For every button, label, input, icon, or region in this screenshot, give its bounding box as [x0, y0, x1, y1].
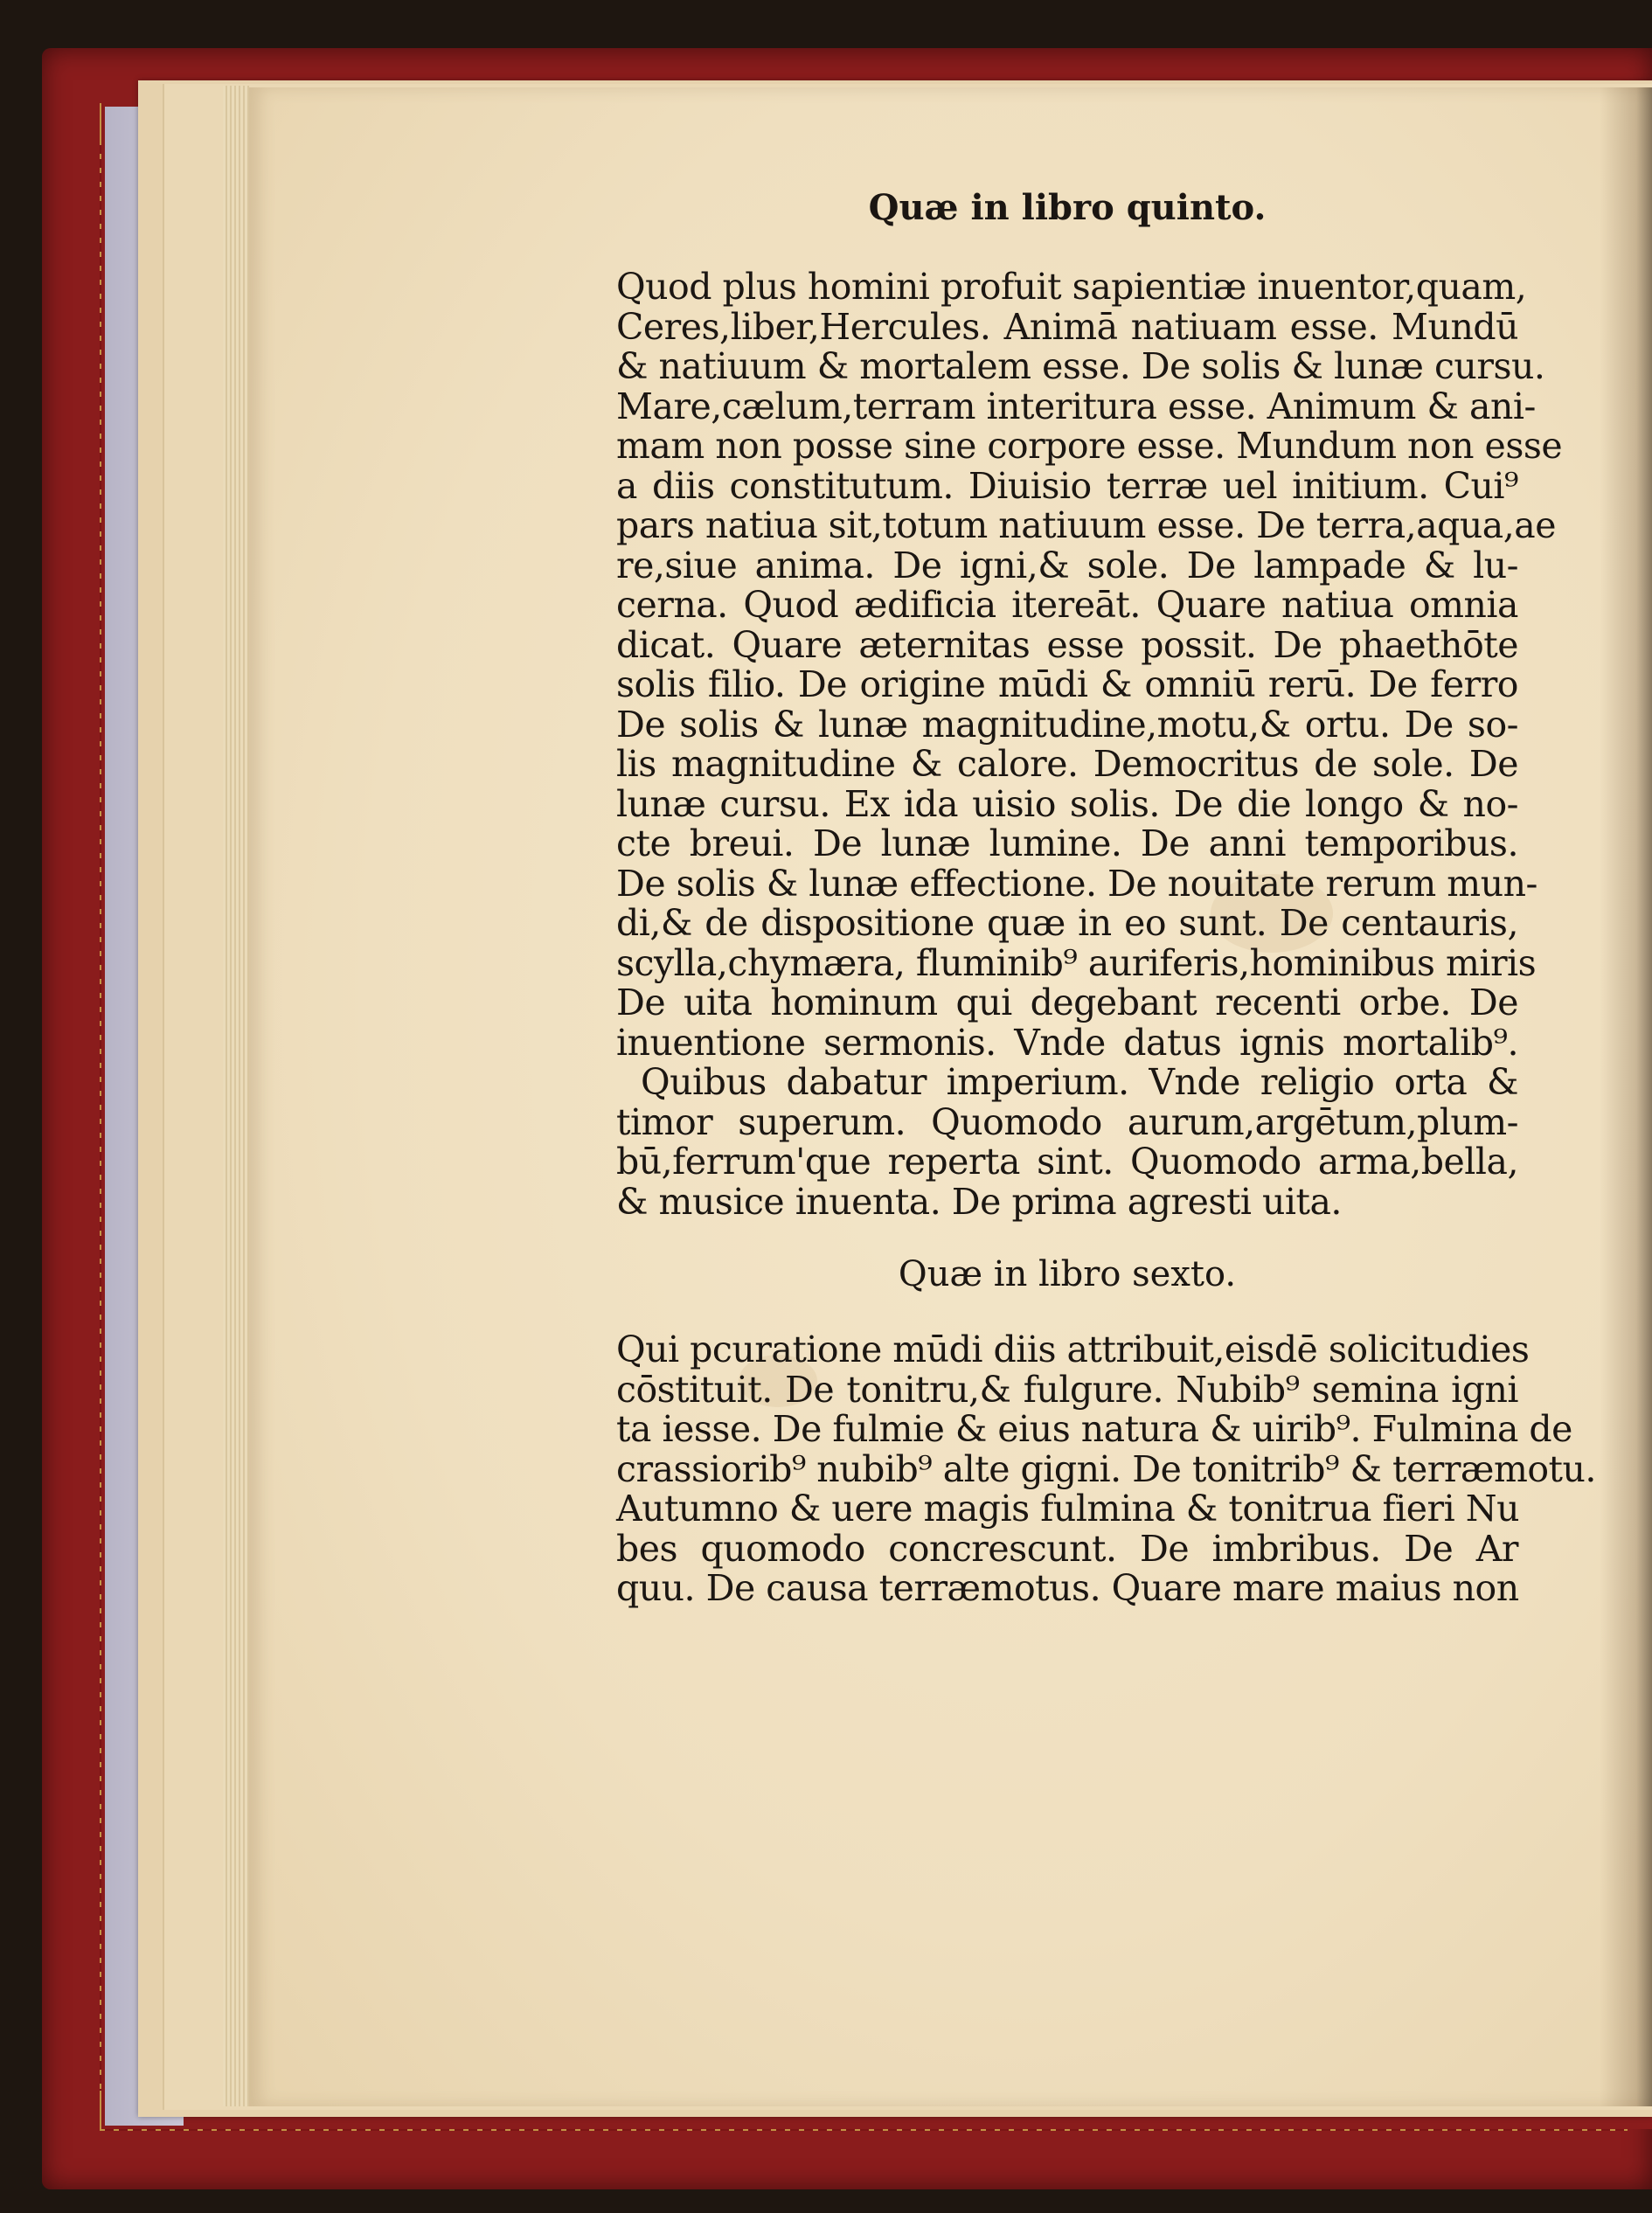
- text-line: re,siue anima. De igni,& sole. De lampade & lu-: [616, 544, 1518, 586]
- text-line: De uita hominum qui degebant recenti orbe. De: [616, 982, 1518, 1023]
- text-line: cerna. Quod ædificia itereāt. Quare natiua omnia: [616, 584, 1518, 626]
- text-line: Quod plus homini profuit sapientiæ inuentor,quam,: [616, 266, 1527, 308]
- text-line: Ceres,liber,Hercules. Animā natiuam esse. Mundū: [616, 305, 1518, 348]
- text-line: inuentione sermonis. Vnde datus ignis mortalib⁹.: [616, 1021, 1518, 1064]
- text-line: lis magnitudine & calore. Democritus de sole. De: [616, 743, 1518, 785]
- gutter-shadow: [1600, 87, 1652, 2106]
- text-line: ta iesse. De fulmie & eius natura & uirib⁹. Fulmina de: [616, 1408, 1572, 1450]
- text-line: crassiorib⁹ nubib⁹ alte gigni. De tonitrib⁹ & terræmotu.: [616, 1447, 1596, 1490]
- text-line: & musice inuenta. De prima agresti uita.: [616, 1180, 1342, 1223]
- text-line: a diis constitutum. Diuisio terræ uel initium. Cui⁹: [616, 464, 1518, 507]
- text-line: solis filio. De origine mūdi & omniū rerū. De ferro: [616, 663, 1518, 705]
- text-line: cōstituit. De tonitru,& fulgure. Nubib⁹ semina igni: [616, 1368, 1518, 1411]
- text-line: scylla,chymæra, fluminib⁹ auriferis,hominibus miris: [616, 941, 1537, 984]
- text-line: & natiuum & mortalem esse. De solis & lunæ cursu.: [616, 345, 1545, 387]
- text-line: timor superum. Quomodo aurum,argētum,plum-: [616, 1100, 1518, 1143]
- text-line: Mare,cælum,terram interitura esse. Animum & ani-: [616, 385, 1536, 427]
- text-line: cte breui. De lunæ lumine. De anni temporibus.: [616, 822, 1518, 864]
- section-body-book-five: [616, 266, 1563, 1223]
- text-line: De solis & lunæ effectione. De nouitate rerum mun-: [616, 862, 1537, 905]
- section-body-book-six: [616, 1328, 1596, 1609]
- page-edges: [223, 86, 249, 2106]
- text-line: lunæ cursu. Ex ida uisio solis. De die longo & no-: [616, 782, 1518, 825]
- text-line: pars natiua sit,totum natiuum esse. De terra,aqua,ae: [616, 504, 1556, 546]
- text-line: mam non posse sine corpore esse. Mundum non esse: [616, 425, 1563, 467]
- section-heading-book-six: Quæ in libro sexto.: [898, 1254, 1237, 1294]
- text-block: [616, 187, 1596, 1609]
- text-line: De solis & lunæ magnitudine,motu,& ortu. De so-: [616, 703, 1518, 746]
- section-heading-book-five: Quæ in libro quinto.: [868, 187, 1267, 228]
- text-line: di,& de dispositione quæ in eo sunt. De centauris,: [616, 902, 1518, 944]
- text-line: dicat. Quare æternitas esse possit. De phaethōte: [616, 623, 1518, 666]
- printed-page: [249, 87, 1652, 2106]
- text-line: bū,ferrum'que reperta sint. Quomodo arma,bella,: [616, 1141, 1518, 1183]
- text-line: Quibus dabatur imperium. Vnde religio orta &: [641, 1061, 1518, 1103]
- text-line: bes quomodo concrescunt. De imbribus. De Ar: [616, 1527, 1518, 1570]
- text-line: Autumno & uere magis fulmina & tonitrua fieri Nu: [616, 1488, 1520, 1530]
- text-line: Qui pcuratione mūdi diis attribuit,eisdē solicitudies: [616, 1328, 1530, 1370]
- text-line: quu. De causa terræmotus. Quare mare maius non: [616, 1567, 1519, 1609]
